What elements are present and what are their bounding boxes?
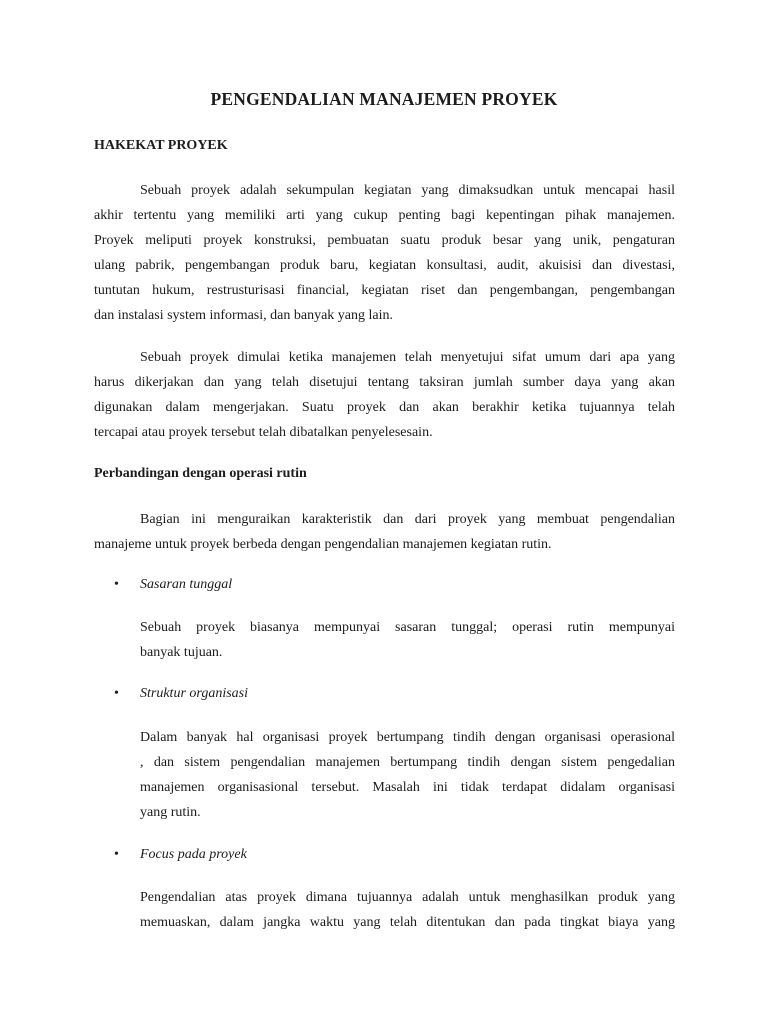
paragraph-line: memuaskan, dalam jangka waktu yang telah ditentukan dan pada tingkat biaya yang xyxy=(140,915,675,930)
paragraph-2 xyxy=(94,345,675,445)
section-heading-perbandingan: Perbandingan dengan operasi rutin xyxy=(94,466,307,481)
paragraph-line: ulang pabrik, pengembangan produk baru, kegiatan konsultasi, audit, akuisisi dan divestasi, xyxy=(94,258,675,273)
paragraph-line: Sebuah proyek biasanya mempunyai sasaran tunggal; operasi rutin mempunyai xyxy=(140,620,675,635)
paragraph-line: digunakan dalam mengerjakan. Suatu proyek dan akan berakhir ketika tujuannya telah xyxy=(94,400,675,415)
paragraph-3 xyxy=(94,507,675,557)
paragraph-line: Bagian ini menguraikan karakteristik dan dari proyek yang membuat pengendalian xyxy=(140,512,675,527)
paragraph-line: manajemen organisasional tersebut. Masalah ini tidak terdapat didalam organisasi xyxy=(140,780,675,795)
paragraph-line: , dan sistem pengendalian manajemen bertumpang tindih dengan sistem pengedalian xyxy=(140,755,675,770)
paragraph-line: harus dikerjakan dan yang telah disetujui tentang taksiran jumlah sumber daya yang akan xyxy=(94,375,675,390)
paragraph-1 xyxy=(94,178,675,328)
paragraph-line: yang rutin. xyxy=(140,805,201,820)
paragraph-line: Sebuah proyek dimulai ketika manajemen telah menyetujui sifat umum dari apa yang xyxy=(140,350,675,365)
document-title: PENGENDALIAN MANAJEMEN PROYEK xyxy=(210,89,558,109)
bullet-2-text xyxy=(140,725,675,825)
paragraph-line: akhir tertentu yang memiliki arti yang cukup penting bagi kepentingan pihak manajemen. xyxy=(94,208,675,223)
paragraph-line: dan instalasi system informasi, dan banyak yang lain. xyxy=(94,308,393,323)
paragraph-line: Sebuah proyek adalah sekumpulan kegiatan yang dimaksudkan untuk mencapai hasil xyxy=(140,183,675,198)
bullet-label: Struktur organisasi xyxy=(140,686,248,701)
bullet-marker: • xyxy=(114,847,119,862)
paragraph-line: banyak tujuan. xyxy=(140,645,223,660)
paragraph-line: manajeme untuk proyek berbeda dengan pengendalian manajemen kegiatan rutin. xyxy=(94,537,552,552)
paragraph-line: tercapai atau proyek tersebut telah dibatalkan penyelesesain. xyxy=(94,425,433,440)
paragraph-line: Pengendalian atas proyek dimana tujuannya adalah untuk menghasilkan produk yang xyxy=(140,890,675,905)
bullet-marker: • xyxy=(114,577,119,592)
paragraph-line: Proyek meliputi proyek konstruksi, pembuatan suatu produk besar yang unik, pengaturan xyxy=(94,233,675,248)
bullet-3-text xyxy=(140,885,675,935)
paragraph-line: Dalam banyak hal organisasi proyek bertumpang tindih dengan organisasi operasional xyxy=(140,730,675,745)
section-heading-hakekat-proyek: HAKEKAT PROYEK xyxy=(94,138,228,153)
bullet-marker: • xyxy=(114,686,119,701)
paragraph-line: tuntutan hukum, restrusturisasi financial, kegiatan riset dan pengembangan, pengembangan xyxy=(94,283,675,298)
bullet-label: Focus pada proyek xyxy=(140,847,247,862)
bullet-label: Sasaran tunggal xyxy=(140,577,233,592)
bullet-1-text xyxy=(140,615,675,665)
